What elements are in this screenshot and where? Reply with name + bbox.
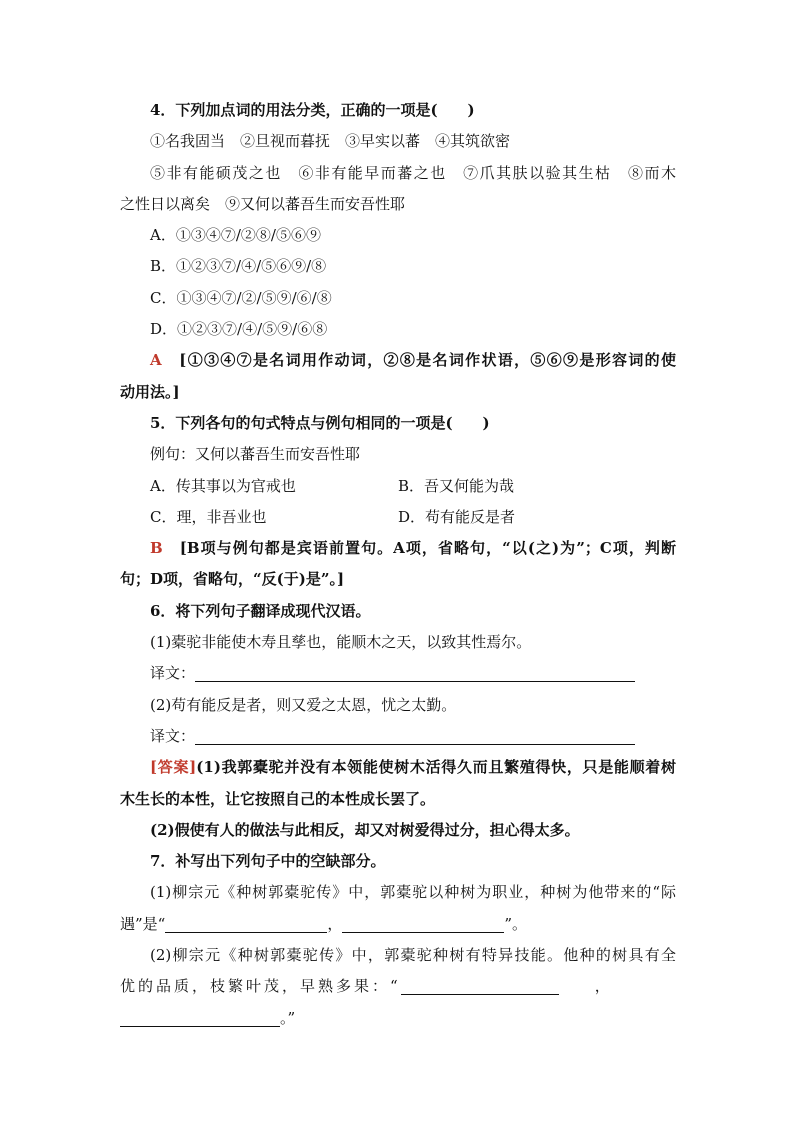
q4-stem: 4．下列加点词的用法分类，正确的一项是( ) (150, 101, 475, 119)
q5-answer-letter: B (150, 539, 163, 558)
q4-answer-text: [①③④⑦是名词用作动词，②⑧是名词作状语，⑤⑥⑨是形容词的使 (179, 351, 676, 370)
answer-blank[interactable] (401, 976, 559, 995)
q6-answer-line-3: (2)假使有人的做法与此相反，却又对树爱得过分，担心得太多。 (150, 820, 580, 839)
q5-example: 例句：又何以蕃吾生而安吾性耶 (150, 445, 361, 464)
q4-option-d: D．①②③⑦/④/⑤⑨/⑥⑧ (150, 320, 328, 339)
exercise-content (120, 95, 676, 1034)
q7-part2-text-c: 。” (280, 1008, 296, 1027)
q4-answer-line-2: 动用法。] (120, 382, 180, 401)
translation-label: 译文： (150, 726, 196, 745)
q4-items-line-2: ⑤非有能硕茂之也 ⑥非有能早而蕃之也 ⑦爪其肤以验其生枯 ⑧而木 (150, 163, 676, 182)
q5-option-b: B．吾又何能为哉 (398, 476, 515, 495)
answer-blank[interactable] (120, 1008, 280, 1027)
q7-part2-comma: ， (594, 977, 613, 996)
q6-sentence-1: (1)橐驼非能使木寿且孳也，能顺木之天，以致其性焉尔。 (150, 633, 532, 652)
q7-part2-line-3 (120, 1003, 676, 1034)
q6-translation-2 (120, 721, 676, 752)
q6-translation-1 (120, 658, 676, 689)
q7-stem: 7．补写出下列句子中的空缺部分。 (150, 852, 386, 871)
q6-sentence-2: (2)苟有能反是者，则又爱之太恩，忧之太勤。 (150, 695, 457, 714)
q5-stem: 5．下列各句的句式特点与例句相同的一项是( ) (150, 413, 490, 432)
q7-part2-line-1: (2)柳宗元《种树郭橐驼传》中，郭橐驼种树有特异技能。他种的树具有全 (150, 946, 676, 965)
q6-answer-text: (1)我郭橐驼并没有本领能使树木活得久而且繁殖得快，只是能顺着树 (196, 758, 676, 777)
q6-answer-line-2: 木生长的本性，让它按照自己的本性成长罢了。 (120, 789, 436, 808)
q6-stem: 6．将下列句子翻译成现代汉语。 (150, 601, 371, 620)
q4-option-c: C．①③④⑦/②/⑤⑨/⑥/⑧ (150, 288, 332, 307)
q5-answer-text: [B项与例句都是宾语前置句。A项，省略句，“以(之)为”；C项，判断 (179, 539, 676, 558)
q4-items-line-1: ①名我固当 ②旦视而暮抚 ③早实以蕃 ④其筑欲密 (150, 132, 511, 151)
q5-answer-line-1 (120, 533, 676, 564)
q4-answer-line-1 (120, 345, 676, 376)
q4-option-a: A．①③④⑦/②⑧/⑤⑥⑨ (150, 226, 321, 245)
q6-answer-line-1 (120, 752, 676, 783)
q7-part1-line-2 (120, 909, 676, 940)
answer-blank[interactable] (195, 663, 635, 682)
q7-part2-line-2 (120, 971, 676, 1002)
q5-answer-line-2: 句；D项，省略句，“反(于)是”。] (120, 570, 345, 589)
translation-label: 译文： (150, 664, 196, 683)
q5-option-a: A．传其事以为官戒也 (150, 476, 296, 495)
q7-part2-text-a: 优的品质，枝繁叶茂，早熟多果：“ (120, 977, 401, 996)
q7-part1-text-a: 遇”是“ (120, 914, 166, 933)
q7-part1-line-1: (1)柳宗元《种树郭橐驼传》中，郭橐驼以种树为职业，种树为他带来的“际 (150, 883, 676, 902)
q4-option-b: B．①②③⑦/④/⑤⑥⑨/⑧ (150, 257, 327, 276)
q5-options-row-2 (120, 502, 676, 533)
answer-blank[interactable] (195, 726, 635, 745)
q5-options-row-1 (120, 471, 676, 502)
q5-option-d: D．苟有能反是者 (398, 507, 516, 526)
answer-tag: [答案] (150, 758, 197, 777)
q4-items-line-3: 之性日以离矣 ⑨又何以蕃吾生而安吾性耶 (120, 194, 406, 213)
q7-part1-text-c: ”。 (504, 914, 528, 933)
q4-answer-letter: A (150, 351, 162, 370)
answer-blank[interactable] (165, 914, 327, 933)
q7-part1-comma: ， (327, 914, 343, 933)
answer-blank[interactable] (342, 914, 504, 933)
q5-option-c: C．理，非吾业也 (150, 507, 267, 526)
